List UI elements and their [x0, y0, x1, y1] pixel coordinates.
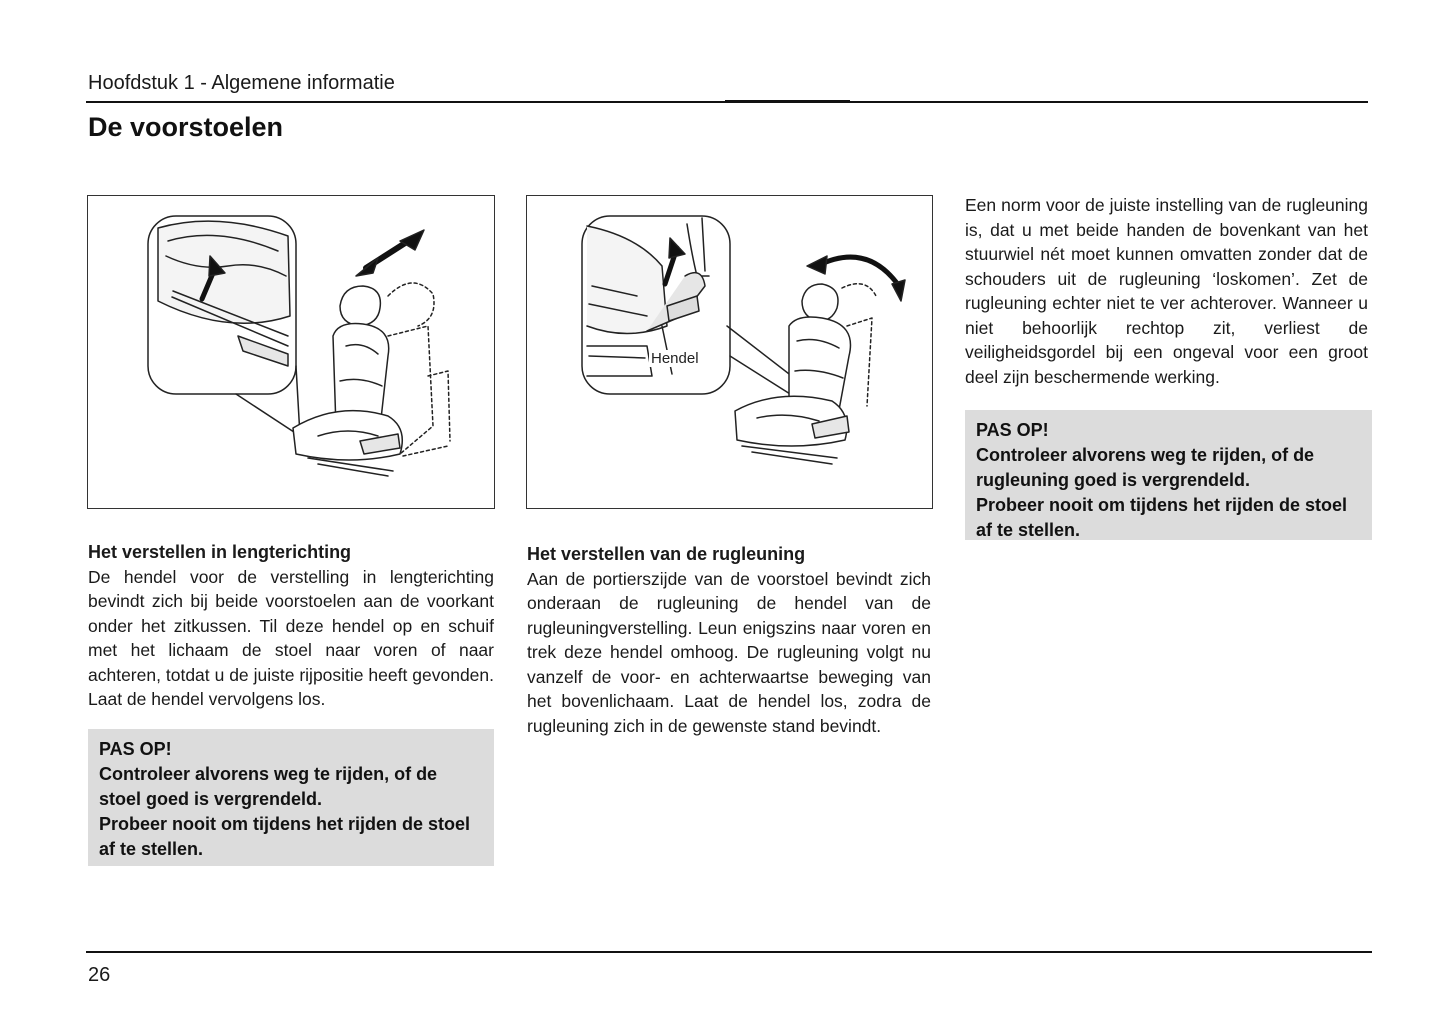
section-length-adjustment	[88, 540, 494, 712]
warning-line-driving: Probeer nooit om tijdens het rijden de stoel af te stellen.	[99, 814, 471, 859]
section-heading-length: Het verstellen in lengterichting	[88, 542, 352, 562]
warning-title: PAS OP!	[976, 420, 1049, 440]
section-body-norm: Een norm voor de juiste instelling van de rugleuning is, dat u met beide handen de bovenkant van het stuurwiel nét moet kunnen omvatten zonder dat de schouders uit de rugleuning ‘loskomen’. Zet de rugleuning echter niet te ver achterover. Wanneer u niet behoorlijk rechtop zit, verliest de veiligheidsgordel bij een ongeval voor een groot deel zijn beschermende werking.	[965, 195, 1368, 387]
seat-length-illustration	[88, 196, 494, 508]
warning-line-lock: Controleer alvorens weg te rijden, of de stoel goed is vergrendeld.	[99, 764, 438, 809]
warning-box-backrest	[965, 410, 1372, 540]
section-backrest-adjustment	[527, 542, 931, 738]
page-number: 26	[88, 964, 111, 986]
warning-line-driving: Probeer nooit om tijdens het rijden de stoel af te stellen.	[976, 495, 1348, 540]
section-backrest-norm	[965, 193, 1368, 389]
section-heading-backrest: Het verstellen van de rugleuning	[527, 544, 806, 564]
backrest-illustration	[527, 196, 932, 508]
figure-backrest-adjustment	[526, 195, 933, 509]
hendel-callout-label: Hendel	[651, 350, 699, 367]
chapter-header: Hoofdstuk 1 - Algemene informatie	[88, 72, 395, 94]
section-body-length: De hendel voor de verstelling in lengterichting bevindt zich bij beide voorstoelen aan de voorkant onder het zitkussen. Til deze hendel op en schuif met het lichaam de stoel naar voren of naar achteren, totdat u de juiste rijpositie heeft gevonden. Laat de hendel vervolgens los.	[88, 566, 494, 709]
page-title: De voorstoelen	[88, 112, 284, 142]
figure-seat-length-adjustment	[87, 195, 495, 509]
footer-rule	[86, 951, 1372, 953]
warning-line-lock: Controleer alvorens weg te rijden, of de rugleuning goed is vergrendeld.	[976, 445, 1315, 490]
warning-box-seat	[88, 729, 494, 866]
warning-title: PAS OP!	[99, 739, 172, 759]
header-rule-accent	[725, 100, 850, 103]
section-body-backrest: Aan de portierszijde van de voorstoel bevindt zich onderaan de rugleuning de hendel van de rugleuningverstelling. Leun enigszins naar voren en trek deze hendel omhoog. De rugleuning volgt nu vanzelf de voor- en achterwaartse beweging van het bovenlichaam. Laat de hendel los, zodra de rugleuning zich in de gewenste stand bevindt.	[527, 568, 931, 736]
